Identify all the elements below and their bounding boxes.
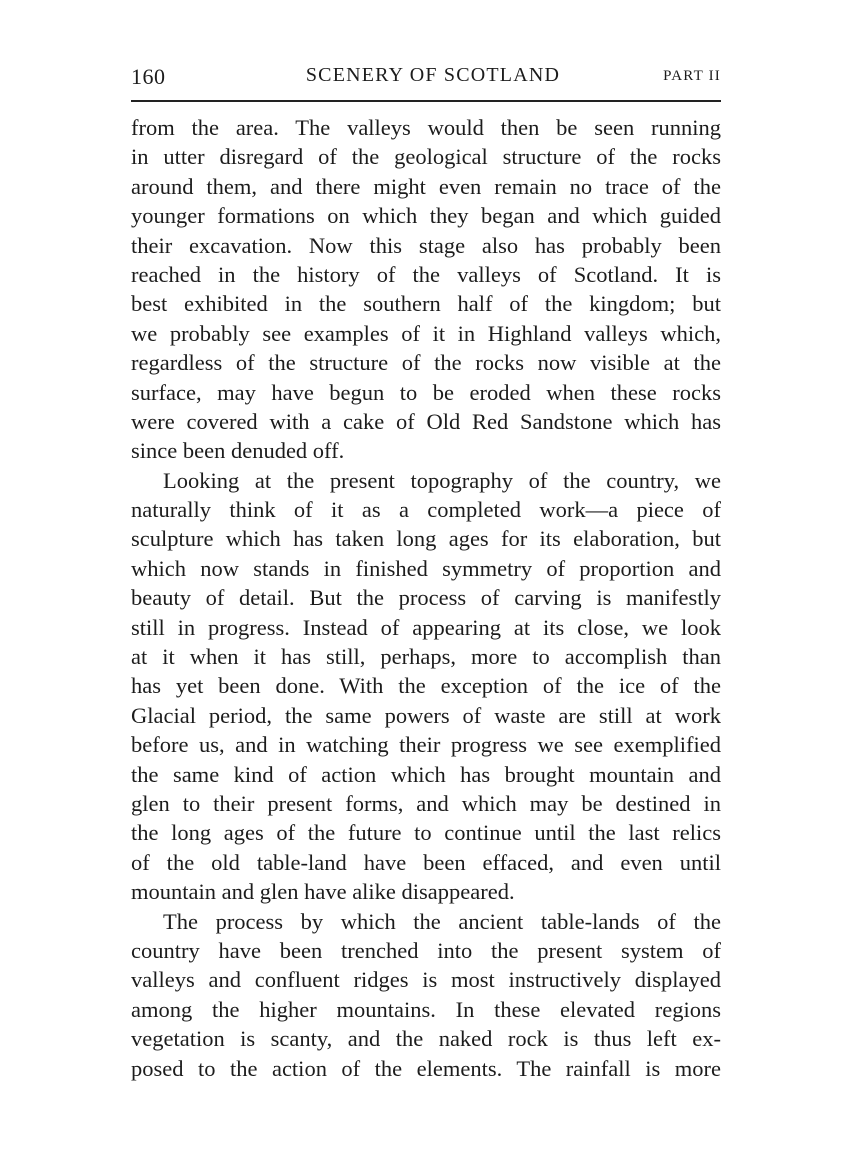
text-line: around them, and there might even remain no trace of the: [131, 173, 721, 199]
text-line: before us, and in watching their progress we see exemplified: [131, 732, 721, 758]
text-line: younger formations on which they began and which guided: [131, 203, 721, 229]
paragraph: [131, 466, 721, 907]
text-line: Looking at the present topography of the country, we: [163, 467, 721, 493]
text-line: among the higher mountains. In these elevated regions: [131, 996, 721, 1022]
text-line: beauty of detail. But the process of carving is manifestly: [131, 585, 721, 611]
text-line: their excavation. Now this stage also has probably been: [131, 232, 721, 258]
text-line: from the area. The valleys would then be seen running: [131, 115, 721, 140]
text-line: vegetation is scanty, and the naked rock is thus left ex-: [131, 1026, 721, 1052]
text-line: at it when it has still, perhaps, more to accomplish than: [131, 644, 721, 670]
text-line: Glacial period, the same powers of waste are still at work: [131, 702, 721, 728]
text-line: were covered with a cake of Old Red Sandstone which has: [131, 408, 721, 434]
text-line: mountain and glen have alike disappeared.: [131, 879, 515, 905]
text-line: sculpture which has taken long ages for its elaboration, but: [131, 526, 721, 552]
text-line: naturally think of it as a completed work—a piece of: [131, 497, 721, 523]
text-line: which now stands in finished symmetry of proportion and: [131, 555, 721, 581]
text-line: of the old table-land have been effaced, and even until: [131, 849, 721, 875]
text-line: the same kind of action which has brought mountain and: [131, 761, 721, 787]
text-line: surface, may have begun to be eroded when these rocks: [131, 379, 721, 405]
text-line: glen to their present forms, and which may be destined in: [131, 790, 721, 816]
text-line: posed to the action of the elements. The rainfall is more: [131, 1055, 721, 1081]
paragraph: [131, 907, 721, 1083]
text-line: we probably see examples of it in Highland valleys which,: [131, 320, 721, 346]
text-line: country have been trenched into the present system of: [131, 937, 721, 963]
text-line: the long ages of the future to continue until the last relics: [131, 820, 721, 846]
part-label: PART II: [663, 68, 721, 84]
text-line: The process by which the ancient table-lands of the: [163, 908, 721, 934]
text-line: regardless of the structure of the rocks now visible at the: [131, 350, 721, 376]
text-line: reached in the history of the valleys of Scotland. It is: [131, 261, 721, 287]
text-line: since been denuded off.: [131, 438, 345, 464]
body-text: [131, 113, 721, 1083]
running-title: SCENERY OF SCOTLAND: [305, 64, 561, 86]
text-line: best exhibited in the southern half of the kingdom; but: [131, 291, 721, 317]
text-line: in utter disregard of the geological structure of the rocks: [131, 144, 721, 170]
header-rule: [131, 100, 721, 102]
page-number: 160: [131, 64, 166, 89]
text-line: still in progress. Instead of appearing at its close, we look: [131, 614, 721, 640]
paragraph: [131, 113, 721, 466]
text-line: has yet been done. With the exception of the ice of the: [131, 673, 721, 699]
running-head: [131, 62, 721, 92]
text-line: valleys and confluent ridges is most instructively displayed: [131, 967, 721, 993]
